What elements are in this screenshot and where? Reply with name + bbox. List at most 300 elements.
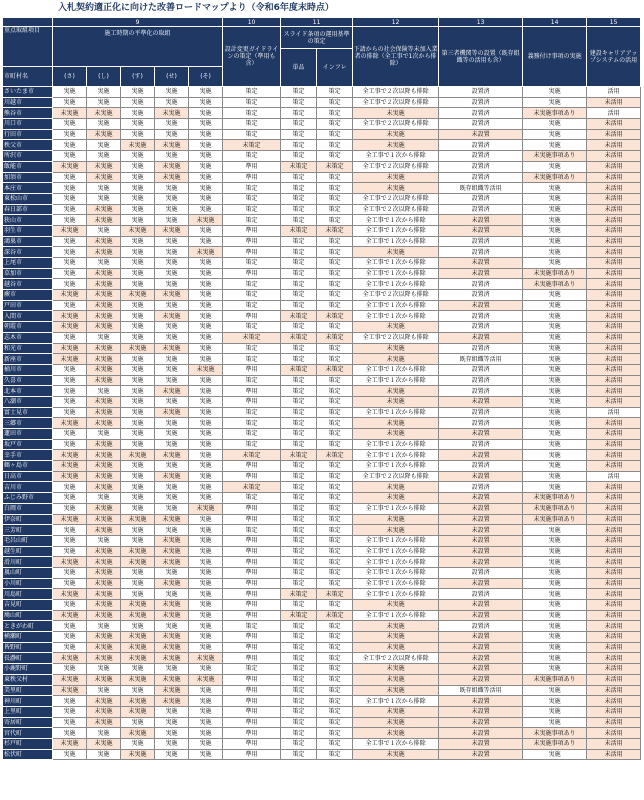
municipality-name: 吉見町: [3, 600, 53, 611]
status-cell: 未実施: [53, 738, 87, 749]
status-cell: 設置済: [439, 247, 523, 258]
status-cell: 未活用: [587, 632, 641, 643]
status-cell: 策定: [223, 204, 281, 215]
table-row: [3, 439, 641, 450]
status-cell: 実施: [53, 279, 87, 290]
status-cell: 実施: [121, 429, 155, 440]
status-cell: 設置済: [439, 193, 523, 204]
status-cell: 未実施: [353, 322, 439, 333]
status-cell: 準用: [223, 589, 281, 600]
status-cell: 未設置: [439, 450, 523, 461]
status-cell: 策定: [281, 439, 317, 450]
municipality-name: 上里町: [3, 706, 53, 717]
status-cell: 策定: [317, 183, 353, 194]
status-cell: 未実施: [87, 557, 121, 568]
status-cell: 実施: [53, 193, 87, 204]
status-cell: 実施: [121, 172, 155, 183]
status-cell: 策定: [317, 493, 353, 504]
header-sub-9-b: (し): [87, 67, 121, 87]
header-label-12: 下請からの社会保険等未加入業者の排除（全工事で1次から排除）: [353, 27, 439, 87]
status-cell: 未設置: [439, 728, 523, 739]
status-cell: 実施: [189, 589, 223, 600]
status-cell: 未実施: [353, 685, 439, 696]
header-label-14: 義務付け事項の実施: [523, 27, 587, 87]
status-cell: 実施: [87, 119, 121, 130]
table-row: [3, 567, 641, 578]
status-cell: 設置済: [439, 439, 523, 450]
status-cell: 未実施事項あり: [523, 151, 587, 162]
status-cell: 策定: [281, 407, 317, 418]
status-cell: 実施: [121, 247, 155, 258]
status-cell: 策定: [223, 322, 281, 333]
status-cell: 実施: [189, 535, 223, 546]
status-cell: 準用: [223, 247, 281, 258]
status-cell: 未実施: [121, 610, 155, 621]
table-row: [3, 151, 641, 162]
header-num-12: 12: [353, 18, 439, 27]
status-cell: 実施: [155, 717, 189, 728]
status-cell: 実施: [189, 236, 223, 247]
status-cell: 設置済: [439, 567, 523, 578]
status-cell: 策定: [317, 268, 353, 279]
status-cell: 未実施: [53, 290, 87, 301]
status-cell: 実施: [189, 129, 223, 140]
status-cell: 策定: [281, 557, 317, 568]
status-cell: 実施: [53, 578, 87, 589]
status-cell: 実施: [155, 215, 189, 226]
status-cell: 未実施事項あり: [523, 268, 587, 279]
status-cell: 実施: [87, 193, 121, 204]
status-cell: 実施: [523, 535, 587, 546]
status-cell: 未実施: [87, 354, 121, 365]
header-row-label: 重点取組項目: [3, 27, 53, 67]
status-cell: 実施: [189, 514, 223, 525]
status-cell: 策定: [317, 653, 353, 664]
municipality-name: 加須市: [3, 172, 53, 183]
status-cell: 実施: [523, 461, 587, 472]
status-cell: 実施: [189, 311, 223, 322]
status-cell: 未実施: [189, 215, 223, 226]
status-cell: 策定: [281, 151, 317, 162]
status-cell: 実施: [121, 589, 155, 600]
status-cell: 実施: [189, 172, 223, 183]
table-row: [3, 664, 641, 675]
status-cell: 実施: [87, 97, 121, 108]
status-cell: 策定: [223, 183, 281, 194]
status-cell: 未実施: [87, 215, 121, 226]
status-cell: 実施: [155, 183, 189, 194]
status-cell: 未設置: [439, 632, 523, 643]
status-cell: 未実施: [155, 450, 189, 461]
status-cell: 未実施: [53, 322, 87, 333]
table-row: [3, 578, 641, 589]
table-row: [3, 642, 641, 653]
status-cell: 全工事で１次から排除: [353, 439, 439, 450]
status-cell: 策定: [317, 429, 353, 440]
status-cell: 設置済: [439, 290, 523, 301]
status-cell: 策定: [281, 322, 317, 333]
status-cell: 実施: [53, 332, 87, 343]
status-cell: 実施: [121, 204, 155, 215]
status-cell: 未設置: [439, 578, 523, 589]
status-cell: 策定: [223, 119, 281, 130]
status-cell: 実施: [189, 418, 223, 429]
status-cell: 策定: [317, 600, 353, 611]
status-cell: 実施: [155, 375, 189, 386]
municipality-name: ふじみ野市: [3, 493, 53, 504]
table-row: [3, 215, 641, 226]
table-row: [3, 653, 641, 664]
status-cell: 未実施: [189, 247, 223, 258]
status-cell: 未実施: [87, 482, 121, 493]
municipality-name: 滑川町: [3, 557, 53, 568]
status-cell: 設置済: [439, 108, 523, 119]
status-cell: 策定: [317, 204, 353, 215]
status-cell: 準用: [223, 706, 281, 717]
status-cell: 未実施: [87, 503, 121, 514]
status-cell: 策定: [281, 354, 317, 365]
status-cell: 準用: [223, 503, 281, 514]
status-cell: 未設置: [439, 493, 523, 504]
status-cell: 実施: [53, 706, 87, 717]
status-cell: 実施: [523, 642, 587, 653]
status-cell: 実施: [121, 621, 155, 632]
status-cell: 実施: [53, 717, 87, 728]
status-cell: 準用: [223, 161, 281, 172]
table-row: [3, 610, 641, 621]
status-cell: 設置済: [439, 482, 523, 493]
status-cell: 策定: [223, 621, 281, 632]
status-cell: 策定: [281, 215, 317, 226]
status-cell: 未活用: [587, 525, 641, 536]
status-cell: 全工事で１次から排除: [353, 557, 439, 568]
status-cell: 実施: [189, 471, 223, 482]
municipality-name: 長瀞町: [3, 653, 53, 664]
status-cell: 未実施: [87, 610, 121, 621]
status-cell: 未活用: [587, 332, 641, 343]
status-cell: 未活用: [587, 600, 641, 611]
status-cell: 実施: [53, 386, 87, 397]
status-cell: 未実施: [53, 108, 87, 119]
status-cell: 全工事で２次以降も排除: [353, 161, 439, 172]
table-row: [3, 386, 641, 397]
municipality-name: 杉戸町: [3, 738, 53, 749]
status-cell: 未活用: [587, 610, 641, 621]
status-cell: 実施: [53, 172, 87, 183]
table-row: [3, 557, 641, 568]
table-row: [3, 204, 641, 215]
table-row: [3, 461, 641, 472]
status-cell: 未策定: [281, 610, 317, 621]
status-cell: 策定: [317, 386, 353, 397]
status-cell: 未実施: [155, 632, 189, 643]
status-cell: 実施: [155, 332, 189, 343]
status-cell: 実施: [523, 129, 587, 140]
status-cell: 未実施: [87, 578, 121, 589]
status-cell: 未設置: [439, 738, 523, 749]
status-cell: 策定: [223, 343, 281, 354]
status-cell: 策定: [281, 493, 317, 504]
status-cell: 実施: [155, 589, 189, 600]
status-cell: 実施: [523, 332, 587, 343]
status-cell: 実施: [121, 97, 155, 108]
status-cell: 実施: [189, 439, 223, 450]
municipality-name: 志木市: [3, 332, 53, 343]
status-cell: 実施: [155, 738, 189, 749]
status-cell: 未実施: [121, 343, 155, 354]
status-cell: 実施: [53, 183, 87, 194]
status-cell: 実施: [53, 119, 87, 130]
status-cell: 未実施: [87, 653, 121, 664]
status-cell: 未実施: [87, 696, 121, 707]
municipality-name: 横瀬町: [3, 632, 53, 643]
status-cell: 策定: [281, 578, 317, 589]
status-cell: 実施: [523, 429, 587, 440]
header-sub-9-d: (せ): [155, 67, 189, 87]
status-cell: 策定: [281, 247, 317, 258]
status-cell: 全工事で１次から排除: [353, 215, 439, 226]
status-cell: 未実施: [53, 557, 87, 568]
status-cell: 準用: [223, 268, 281, 279]
status-cell: 未策定: [317, 311, 353, 322]
table-row: [3, 535, 641, 546]
status-cell: 未活用: [587, 375, 641, 386]
header-label-11: スライド条項の運用基準の策定: [281, 27, 353, 49]
status-cell: 実施: [87, 493, 121, 504]
status-cell: 策定: [317, 87, 353, 98]
municipality-name: 春日部市: [3, 204, 53, 215]
status-cell: 未実施: [87, 247, 121, 258]
status-cell: 実施: [523, 375, 587, 386]
status-cell: 未設置: [439, 642, 523, 653]
status-cell: 策定: [281, 268, 317, 279]
status-cell: 全工事で１次から排除: [353, 407, 439, 418]
status-cell: 実施: [155, 236, 189, 247]
status-cell: 未実施: [87, 567, 121, 578]
municipality-name: 久喜市: [3, 375, 53, 386]
status-cell: 未活用: [587, 183, 641, 194]
status-cell: 実施: [53, 204, 87, 215]
status-cell: 実施: [155, 749, 189, 760]
status-cell: 実施: [523, 236, 587, 247]
status-cell: 策定: [281, 87, 317, 98]
municipality-name: 秩父市: [3, 140, 53, 151]
table-row: [3, 738, 641, 749]
municipality-name: 小鹿野町: [3, 664, 53, 675]
status-cell: 未設置: [439, 429, 523, 440]
header-sub-9-a: (さ): [53, 67, 87, 87]
status-cell: 設置済: [439, 236, 523, 247]
status-cell: 未活用: [587, 514, 641, 525]
status-cell: 実施: [523, 482, 587, 493]
status-cell: 未実施: [87, 311, 121, 322]
municipality-name: 入間市: [3, 311, 53, 322]
municipality-name: 鶴ヶ島市: [3, 461, 53, 472]
status-cell: 未実施: [155, 696, 189, 707]
status-cell: 準用: [223, 600, 281, 611]
status-cell: 実施: [155, 364, 189, 375]
status-cell: 未実施: [353, 674, 439, 685]
status-cell: 実施: [523, 696, 587, 707]
status-cell: 設置済: [439, 151, 523, 162]
status-cell: 設置済: [439, 204, 523, 215]
status-cell: 策定: [281, 172, 317, 183]
status-cell: 策定: [317, 375, 353, 386]
municipality-name: 皆野町: [3, 642, 53, 653]
status-cell: 未実施: [353, 183, 439, 194]
municipality-name: 白岡市: [3, 503, 53, 514]
status-cell: 未実施: [121, 450, 155, 461]
status-cell: 実施: [523, 407, 587, 418]
status-cell: 策定: [317, 140, 353, 151]
municipality-name: 行田市: [3, 129, 53, 140]
status-cell: 実施: [189, 300, 223, 311]
header-muni-label: 市町村名: [3, 67, 53, 87]
status-cell: 策定: [223, 151, 281, 162]
status-cell: 実施: [121, 738, 155, 749]
status-cell: 設置済: [439, 343, 523, 354]
table-row: [3, 685, 641, 696]
status-cell: 実施: [121, 215, 155, 226]
status-cell: 実施: [189, 685, 223, 696]
status-cell: 実施: [523, 204, 587, 215]
status-cell: 策定: [223, 664, 281, 675]
status-cell: 策定: [281, 279, 317, 290]
status-cell: 未実施: [121, 546, 155, 557]
status-cell: 策定: [317, 717, 353, 728]
status-cell: 実施: [523, 589, 587, 600]
status-cell: 未設置: [439, 653, 523, 664]
table-row: [3, 514, 641, 525]
status-cell: 未設置: [439, 525, 523, 536]
table-row: [3, 396, 641, 407]
status-cell: 実施: [155, 429, 189, 440]
status-cell: 策定: [317, 354, 353, 365]
status-cell: 未活用: [587, 343, 641, 354]
status-cell: 未策定: [317, 589, 353, 600]
status-cell: 実施: [155, 439, 189, 450]
status-cell: 未活用: [587, 119, 641, 130]
status-cell: 実施: [87, 685, 121, 696]
status-cell: 実施: [53, 439, 87, 450]
roadmap-table: [2, 17, 641, 760]
table-row: [3, 225, 641, 236]
status-cell: 全工事で１次から排除: [353, 311, 439, 322]
status-cell: 実施: [53, 429, 87, 440]
status-cell: 実施: [155, 621, 189, 632]
status-cell: 策定: [281, 685, 317, 696]
status-cell: 未設置: [439, 396, 523, 407]
status-cell: 未実施: [53, 354, 87, 365]
status-cell: 未実施: [53, 514, 87, 525]
status-cell: 策定: [317, 482, 353, 493]
status-cell: 未活用: [587, 717, 641, 728]
status-cell: 未活用: [587, 482, 641, 493]
status-cell: 策定: [317, 108, 353, 119]
status-cell: 未活用: [587, 738, 641, 749]
status-cell: 実施: [53, 535, 87, 546]
table-row: [3, 407, 641, 418]
status-cell: 策定: [317, 279, 353, 290]
status-cell: 全工事で１次から排除: [353, 236, 439, 247]
status-cell: 未設置: [439, 674, 523, 685]
status-cell: 未実施: [155, 578, 189, 589]
status-cell: 実施: [155, 322, 189, 333]
status-cell: 実施: [523, 119, 587, 130]
status-cell: 実施: [523, 600, 587, 611]
status-cell: 策定: [317, 621, 353, 632]
status-cell: 実施: [121, 108, 155, 119]
status-cell: 未実施: [53, 161, 87, 172]
status-cell: 実施: [53, 87, 87, 98]
status-cell: 未実施: [189, 653, 223, 664]
status-cell: 策定: [281, 514, 317, 525]
status-cell: 未実施: [87, 322, 121, 333]
status-cell: 実施: [189, 664, 223, 675]
status-cell: 全工事で２次以降も排除: [353, 204, 439, 215]
status-cell: 準用: [223, 225, 281, 236]
status-cell: 未活用: [587, 386, 641, 397]
status-cell: 未実施: [155, 642, 189, 653]
status-cell: 設置済: [439, 418, 523, 429]
status-cell: 準用: [223, 642, 281, 653]
status-cell: 活用: [587, 471, 641, 482]
status-cell: 実施: [523, 706, 587, 717]
status-cell: 実施: [155, 151, 189, 162]
status-cell: 実施: [87, 87, 121, 98]
status-cell: 未活用: [587, 674, 641, 685]
header-num-10: 10: [223, 18, 281, 27]
status-cell: 設置済: [439, 322, 523, 333]
status-cell: 全工事で１次から排除: [353, 450, 439, 461]
status-cell: 実施: [53, 728, 87, 739]
status-cell: 設置済: [439, 161, 523, 172]
municipality-name: 羽生市: [3, 225, 53, 236]
status-cell: 未実施: [87, 129, 121, 140]
status-cell: 全工事で１次から排除: [353, 610, 439, 621]
status-cell: 策定: [317, 119, 353, 130]
status-cell: 未設置: [439, 546, 523, 557]
status-cell: 実施: [523, 525, 587, 536]
status-cell: 策定: [317, 343, 353, 354]
status-cell: 準用: [223, 546, 281, 557]
status-cell: 未実施: [155, 535, 189, 546]
status-cell: 実施: [121, 493, 155, 504]
status-cell: 策定: [281, 129, 317, 140]
table-row: [3, 354, 641, 365]
status-cell: 実施: [523, 567, 587, 578]
status-cell: 未設置: [439, 749, 523, 760]
status-cell: 実施: [523, 193, 587, 204]
status-cell: 未実施: [353, 514, 439, 525]
status-cell: 実施: [523, 215, 587, 226]
status-cell: 未実施: [87, 525, 121, 536]
status-cell: 未実施: [87, 279, 121, 290]
status-cell: 策定: [281, 728, 317, 739]
municipality-name: 幸手市: [3, 450, 53, 461]
status-cell: 未活用: [587, 418, 641, 429]
status-cell: 実施: [121, 183, 155, 194]
status-cell: 実施: [87, 621, 121, 632]
status-cell: 策定: [317, 439, 353, 450]
municipality-name: 嵐山町: [3, 567, 53, 578]
status-cell: 未実施: [53, 343, 87, 354]
header-sub-11-a: 単品: [281, 49, 317, 87]
table-row: [3, 172, 641, 183]
status-cell: 策定: [317, 674, 353, 685]
status-cell: 策定: [281, 696, 317, 707]
status-cell: 実施: [121, 332, 155, 343]
